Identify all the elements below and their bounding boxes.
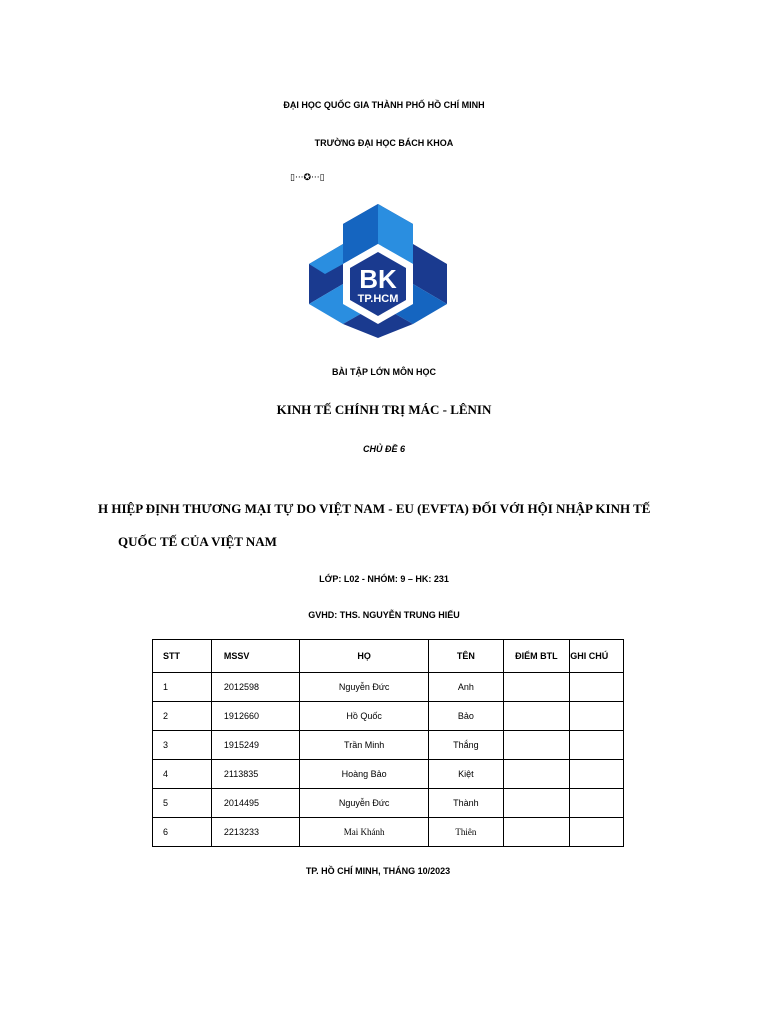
cell-mssv: 1912660	[211, 702, 299, 731]
cell-ghichu	[570, 760, 624, 789]
subject-title: KINH TẾ CHÍNH TRỊ MÁC - LÊNIN	[276, 402, 492, 417]
cell-mssv: 2014495	[211, 789, 299, 818]
cell-ho: Hồ Quốc	[299, 702, 428, 731]
report-title-line-2: QUỐC TẾ CỦA VIỆT NAM	[118, 534, 277, 549]
table-row	[153, 731, 624, 760]
cell-stt: 5	[153, 789, 212, 818]
cell-ten: Thắng	[429, 731, 503, 760]
cell-ten: Bảo	[429, 702, 503, 731]
header-ghichu: GHI CHÚ	[570, 640, 624, 673]
report-title-line-1: H HIỆP ĐỊNH THƯƠNG MẠI TỰ DO VIỆT NAM - EU (EVFTA) ĐỐI VỚI HỘI NHẬP KINH TẾ	[98, 501, 651, 516]
ornament-divider: ▯···✪···▯	[290, 173, 325, 183]
cell-ten: Thiên	[429, 818, 503, 847]
header-diem: ĐIỂM BTL	[503, 640, 570, 673]
assignment-label: BÀI TẬP LỚN MÔN HỌC	[331, 367, 436, 377]
cell-diem	[503, 760, 570, 789]
cell-ho: Nguyễn Đức	[299, 673, 428, 702]
logo-text-main: BK	[359, 264, 397, 294]
advisor-info: GVHD: THS. NGUYỄN TRUNG HIẾU	[308, 610, 460, 620]
cell-ten: Kiệt	[429, 760, 503, 789]
table-row	[153, 789, 624, 818]
cell-ten: Thành	[429, 789, 503, 818]
table-row	[153, 702, 624, 731]
cell-mssv: 2012598	[211, 673, 299, 702]
cell-diem	[503, 789, 570, 818]
cell-diem	[503, 673, 570, 702]
cell-diem	[503, 731, 570, 760]
table-header-row	[153, 640, 624, 673]
cell-mssv: 2113835	[211, 760, 299, 789]
cell-stt: 2	[153, 702, 212, 731]
bk-logo	[305, 200, 451, 340]
cell-stt: 6	[153, 818, 212, 847]
cell-ho: Mai Khánh	[299, 818, 428, 847]
cell-ten: Anh	[429, 673, 503, 702]
cell-stt: 1	[153, 673, 212, 702]
cell-diem	[503, 818, 570, 847]
logo-text-sub: TP.HCM	[357, 293, 399, 305]
cell-diem	[503, 702, 570, 731]
topic-label: CHỦ ĐỀ 6	[362, 444, 405, 454]
cell-ho: Hoàng Bảo	[299, 760, 428, 789]
cell-stt: 4	[153, 760, 212, 789]
header-mssv: MSSV	[211, 640, 299, 673]
university-name: ĐẠI HỌC QUỐC GIA THÀNH PHỐ HỒ CHÍ MINH	[283, 100, 485, 110]
member-table	[152, 639, 624, 847]
cell-ghichu	[570, 731, 624, 760]
cell-ho: Nguyễn Đức	[299, 789, 428, 818]
cell-ho: Trần Minh	[299, 731, 428, 760]
cell-mssv: 1915249	[211, 731, 299, 760]
header-ten: TÊN	[429, 640, 503, 673]
cell-ghichu	[570, 818, 624, 847]
table-row	[153, 760, 624, 789]
table-row	[153, 673, 624, 702]
header-ho: HỌ	[299, 640, 428, 673]
class-info: LỚP: L02 - NHÓM: 9 – HK: 231	[319, 574, 449, 584]
cell-ghichu	[570, 673, 624, 702]
place-date: TP. HỒ CHÍ MINH, THÁNG 10/2023	[305, 866, 451, 876]
header-stt: STT	[153, 640, 212, 673]
school-name: TRƯỜNG ĐẠI HỌC BÁCH KHOA	[314, 138, 454, 148]
table-row	[153, 818, 624, 847]
cell-ghichu	[570, 702, 624, 731]
cell-ghichu	[570, 789, 624, 818]
cell-stt: 3	[153, 731, 212, 760]
cell-mssv: 2213233	[211, 818, 299, 847]
